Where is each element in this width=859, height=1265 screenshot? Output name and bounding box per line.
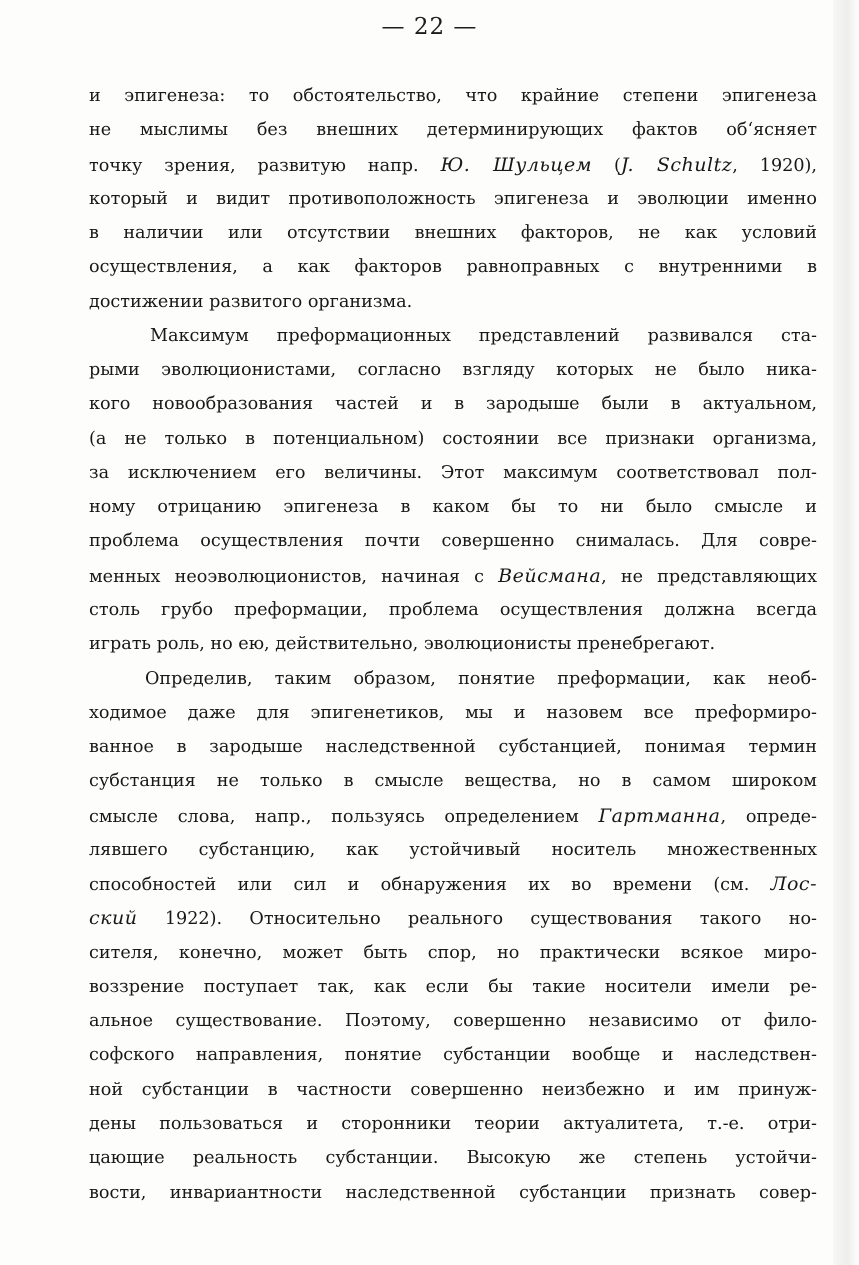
text-line: ходимое даже для эпигенетиков, мы и назовем все преформиро- bbox=[89, 702, 817, 723]
author-name-italic: Лос- bbox=[770, 873, 817, 896]
text-line: ной субстанции в частности совершенно неизбежно и им принуж- bbox=[89, 1079, 817, 1100]
text-line: смысле слова, напр., пользуясь определением Гартманна, опреде- bbox=[89, 804, 817, 827]
text-line: вости, инвариантности наследственной субстанции признать совер- bbox=[89, 1182, 817, 1203]
text-line: воззрение поступает так, как если бы такие носители имели ре- bbox=[89, 976, 817, 997]
text-line-paragraph-start: Максимум преформационных представлений развивался ста- bbox=[150, 325, 817, 346]
text-line-paragraph-start: Определив, таким образом, понятие преформации, как необ- bbox=[145, 668, 817, 689]
text-line: столь грубо преформации, проблема осуществления должна всегда bbox=[89, 599, 817, 620]
text-line: (а не только в потенциальном) состоянии все признаки организма, bbox=[89, 428, 817, 449]
author-name-italic: ский bbox=[89, 907, 138, 930]
text-line: лявшего субстанцию, как устойчивый носитель множественных bbox=[89, 839, 817, 860]
text-line: который и видит противоположность эпигенеза и эволюции именно bbox=[89, 188, 817, 209]
text-line: за исключением его величины. Этот максимум соответствовал пол- bbox=[89, 462, 817, 483]
text-line: ному отрицанию эпигенеза в каком бы то ни было смысле и bbox=[89, 497, 817, 518]
text-line: и эпигенеза: то обстоятельство, что крайние степени эпигенеза bbox=[89, 86, 817, 106]
text-line: софского направления, понятие субстанции вообще и наследствен- bbox=[89, 1045, 817, 1066]
text-line: менных неоэволюционистов, начиная с Вейсмана, не представляющих bbox=[89, 564, 817, 587]
text-line: точку зрения, развитую напр. Ю. Шульцем (J. Schultz, 1920), bbox=[89, 153, 817, 176]
text-line: кого новообразования частей и в зародыше были в актуальном, bbox=[89, 394, 817, 415]
text-line: ванное в зародыше наследственной субстанцией, понимая термин bbox=[89, 737, 817, 758]
author-name-italic: Ю. Шульцем bbox=[440, 153, 593, 176]
text-line: цающие реальность субстанции. Высокую же степень устойчи- bbox=[89, 1148, 817, 1169]
text-line: достижении развитого организма. bbox=[89, 291, 413, 312]
text-line: осуществления, а как факторов равноправных с внутренними в bbox=[89, 257, 817, 278]
author-name-italic: J. Schultz bbox=[620, 153, 733, 176]
text-body bbox=[89, 79, 817, 1210]
text-line: дены пользоваться и сторонники теории актуалитета, т.-е. отри- bbox=[89, 1113, 817, 1134]
text-line: в наличии или отсутствии внешних факторов, не как условий bbox=[89, 223, 817, 244]
text-line: проблема осуществления почти совершенно снималась. Для совре- bbox=[89, 531, 817, 552]
page-edge-shadow bbox=[833, 0, 859, 1265]
text-line: субстанция не только в смысле вещества, но в самом широком bbox=[89, 771, 817, 792]
text-line: альное существование. Поэтому, совершенно независимо от фило- bbox=[89, 1011, 817, 1032]
page-number: — 22 — bbox=[381, 14, 478, 40]
text-line: не мыслимы без внешних детерминирующих фактов об‘ясняет bbox=[89, 120, 817, 141]
text-line: сителя, конечно, может быть спор, но практически всякое миро- bbox=[89, 942, 817, 963]
author-name-italic: Вейсмана bbox=[498, 564, 602, 587]
author-name-italic: Гартманна bbox=[598, 804, 721, 827]
text-line: играть роль, но ею, действительно, эволюционисты пренебрегают. bbox=[89, 634, 716, 655]
text-line: рыми эволюционистами, согласно взгляду которых не было ника- bbox=[89, 360, 817, 381]
text-line: способностей или сил и обнаружения их во времени (см. Лос- bbox=[89, 873, 817, 896]
text-line: ский 1922). Относительно реального существования такого но- bbox=[89, 907, 817, 930]
